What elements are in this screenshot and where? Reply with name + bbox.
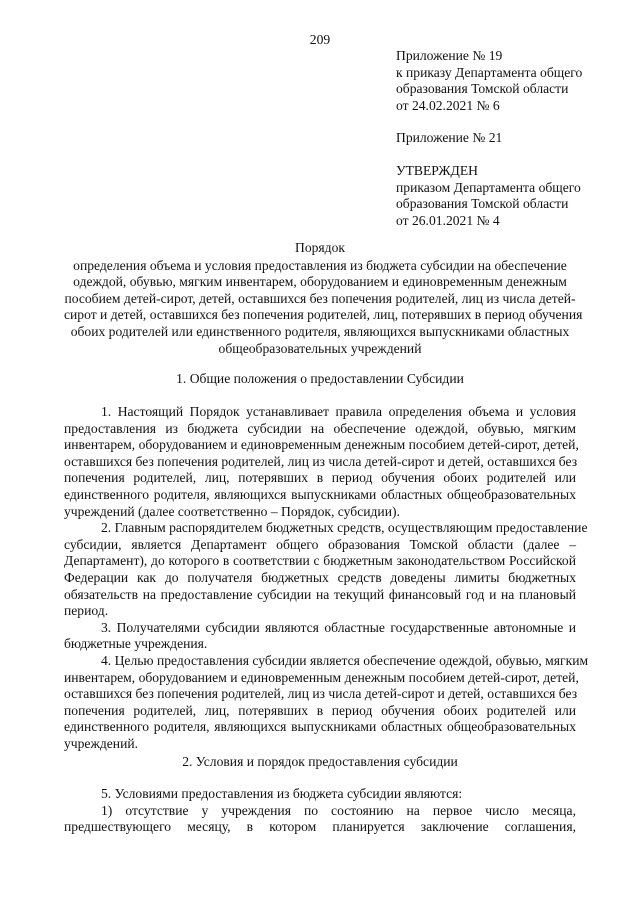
section-2-heading: 2. Условия и порядок предоставления субсидии — [182, 754, 458, 769]
approved-line: приказом Департамента общего — [396, 179, 581, 195]
text-line: инвентарем, оборудованием и единовременным денежным пособием детей-сирот, детей, — [64, 669, 579, 685]
appendix-line: к приказу Департамента общего — [396, 64, 583, 80]
appendix-line: Приложение № 19 — [396, 48, 503, 63]
approved-line: образования Томской области — [396, 196, 569, 212]
text-line: бюджетные учреждения. — [64, 636, 208, 652]
text-line: учреждений. — [64, 735, 139, 751]
text-line: предоставления из бюджета субсидии на обеспечение одеждой, обувью, мягким — [64, 420, 576, 436]
paragraph-3 — [64, 620, 576, 653]
text-line: 2. Главным распорядителем бюджетных средств, осуществляющим предоставление — [101, 520, 588, 536]
text-line: 3. Получателями субсидии являются областные государственные автономные и — [101, 619, 576, 635]
text-line: 1) отсутствие у учреждения по состоянию на первое число месяца, — [101, 802, 576, 818]
section-2-body — [64, 786, 576, 836]
text-line: инвентарем, оборудованием и единовременным денежным пособием детей-сирот, детей, — [64, 437, 579, 453]
text-line: предшествующего месяцу, в котором планируется заключение соглашения, — [64, 819, 576, 835]
approved-line: от 26.01.2021 № 4 — [396, 212, 500, 228]
title-line: сирот и детей, оставшихся без попечения родителей, лиц, потерявших в период обучения — [64, 307, 583, 323]
text-line: оставшихся без попечения родителей, лиц из числа детей-сирот и детей, оставшихся без — [64, 686, 578, 702]
approved-line: УТВЕРЖДЕН — [396, 162, 478, 178]
title-heading: Порядок — [295, 240, 345, 255]
paragraph-5-1 — [64, 803, 576, 836]
section-1-heading: 1. Общие положения о предоставлении Субсидии — [176, 371, 464, 386]
paragraph-1 — [64, 404, 579, 520]
text-line: оставшихся без попечения родителей, лиц из числа детей-сирот и детей, оставшихся без — [64, 453, 578, 469]
title-line: определения объема и условия предоставления из бюджета субсидии на обеспечение — [73, 257, 567, 273]
text-line: 1. Настоящий Порядок устанавливает правила определения объема и условия — [101, 404, 576, 419]
text-line: попечения родителей, лиц, потерявших в период обучения обоих родителей или — [64, 702, 576, 718]
text-line: 5. Условиями предоставления из бюджета субсидии являются: — [101, 786, 463, 801]
text-line: 4. Целью предоставления субсидии является обеспечение одеждой, обувью, мягким — [101, 652, 589, 668]
paragraph-2 — [64, 520, 588, 620]
text-line: единственного родителя, являющихся выпускниками областных общеобразовательных — [64, 719, 576, 735]
title-line: пособием детей-сирот, детей, оставшихся без попечения родителей, лиц из числа детей- — [64, 290, 576, 306]
text-line: Федерации как до получателя бюджетных средств доведены лимиты бюджетных — [64, 569, 576, 585]
text-line: Департамент), до которого в соответствии с бюджетным законодательством Российской — [64, 553, 576, 569]
paragraph-4 — [64, 652, 589, 753]
document-title — [64, 240, 583, 357]
text-line: субсидии, является Департамент общего образования Томской области (далее – — [64, 536, 576, 552]
text-line: обязательств на предоставление субсидии на текущий финансовый год и на плановый — [64, 586, 576, 602]
appendix-line: образования Томской области — [396, 81, 569, 97]
appendix-line: от 24.02.2021 № 6 — [396, 97, 500, 113]
text-line: единственного родителя, являющихся выпускниками областных общеобразовательных — [64, 486, 576, 502]
text-line: попечения родителей, лиц, потерявших в период обучения обоих родителей или — [64, 470, 576, 486]
section-1-body — [64, 404, 589, 752]
text-line: учреждений (далее соответственно – Порядок, субсидии). — [64, 503, 400, 519]
text-line: период. — [64, 603, 109, 619]
approved-block — [396, 163, 626, 229]
appendix-line: Приложение № 21 — [396, 130, 503, 146]
appendix-19-block — [396, 48, 626, 114]
approval-block — [396, 48, 626, 245]
title-line: одеждой, обувью, мягким инвентарем, оборудованием и единовременным денежным — [73, 274, 567, 290]
title-line: обоих родителей или единственного родителя, являющихся выпускниками областных — [70, 323, 570, 339]
title-line: общеобразовательных учреждений — [218, 340, 422, 356]
appendix-21-block — [396, 130, 626, 147]
page-number: 209 — [309, 32, 331, 47]
paragraph-5 — [64, 786, 576, 803]
